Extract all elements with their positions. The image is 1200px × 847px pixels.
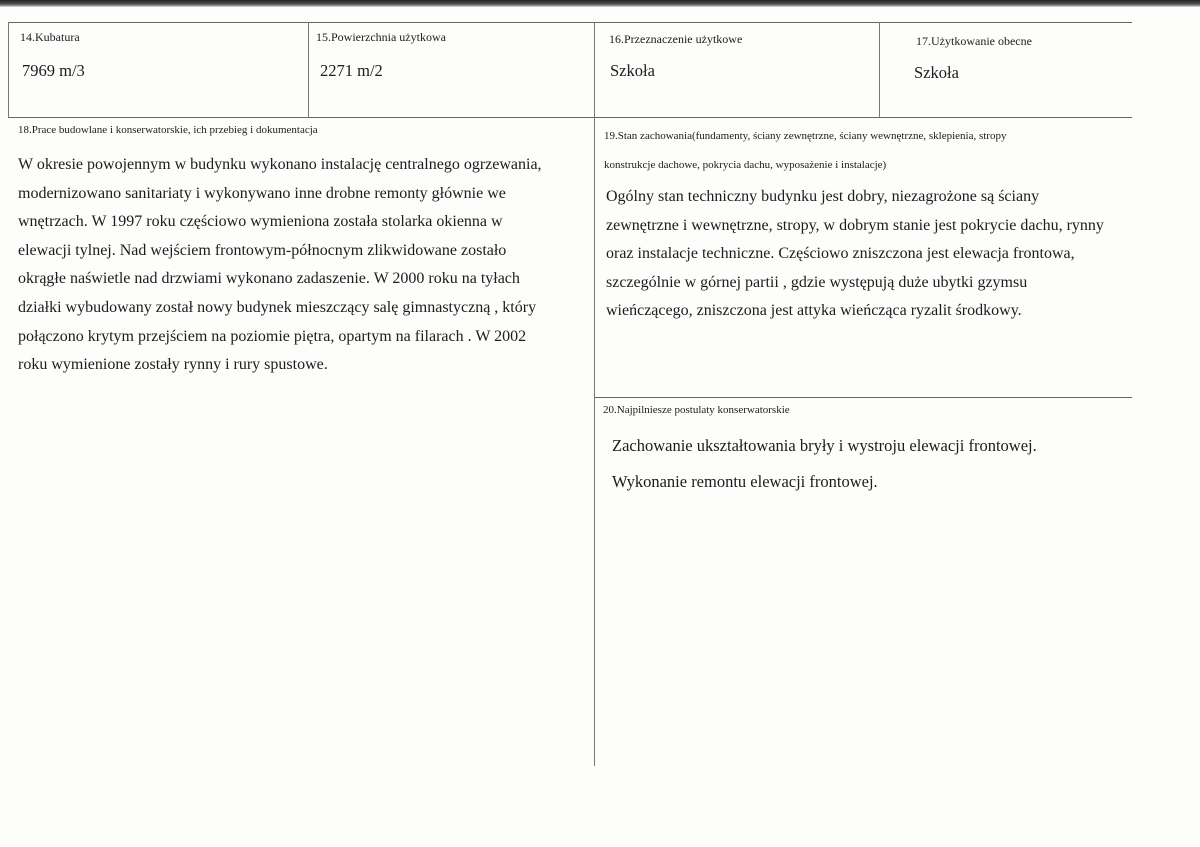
table-top-border <box>8 22 1132 23</box>
text-line: Zachowanie ukształtowania bryły i wystroju elewacji frontowej. <box>612 436 1037 455</box>
column-divider <box>879 22 880 117</box>
text-line: wnętrzach. W 1997 roku częściowo wymieniona została stolarka okienna w <box>18 213 503 231</box>
left-border <box>8 22 9 117</box>
text-line: Ogólny stan techniczny budynku jest dobry, niezagrożone są ściany <box>606 188 1040 205</box>
text-line: okrągłe naświetle nad drzwiami wykonano zadaszenie. W 2000 roku na tyłach <box>18 270 520 288</box>
field-value: 7969 m/3 <box>22 61 85 80</box>
section-text <box>606 183 1104 326</box>
field-label: 17.Użytkowanie obecne <box>916 34 1032 48</box>
field-value: Szkoła <box>610 61 655 80</box>
text-line: zewnętrzne i wewnętrzne, stropy, w dobrym stanie jest pokrycie dachu, rynny <box>606 216 1104 234</box>
section-label: 19.Stan zachowania(fundamenty, ściany zewnętrzne, ściany wewnętrzne, sklepienia, stropy <box>604 130 1007 142</box>
column-divider <box>308 22 309 117</box>
text-line: działki wybudowany został nowy budynek mieszczący salę gimnastyczną , który <box>18 298 537 316</box>
text-line: wieńczącego, zniszczona jest attyka wieńcząca ryzalit środkowy. <box>606 302 1022 320</box>
section-text <box>18 151 542 380</box>
row-divider <box>8 117 1132 118</box>
field-label: 15.Powierzchnia użytkowa <box>316 30 446 44</box>
section-divider <box>594 397 1132 398</box>
scan-edge <box>0 0 1200 7</box>
text-line: elewacji tylnej. Nad wejściem frontowym-północnym zlikwidowane zostało <box>18 241 507 259</box>
field-label: 14.Kubatura <box>20 30 80 44</box>
text-line: W okresie powojennym w budynku wykonano instalację centralnego ogrzewania, <box>18 156 542 173</box>
text-line: połączono krytym przejściem na poziomie piętra, opartym na filarach . W 2002 <box>18 327 527 345</box>
column-divider <box>594 22 595 766</box>
text-line: Wykonanie remontu elewacji frontowej. <box>612 472 878 491</box>
section-label: 18.Prace budowlane i konserwatorskie, ich przebieg i dokumentacja <box>18 124 318 136</box>
text-line: oraz instalacje techniczne. Częściowo zniszczona jest elewacja frontowa, <box>606 245 1075 263</box>
text-line: modernizowano sanitariaty i wykonywano inne drobne remonty głównie we <box>18 184 506 202</box>
field-label: 16.Przeznaczenie użytkowe <box>609 32 743 46</box>
field-value: 2271 m/2 <box>320 61 383 80</box>
field-value: Szkoła <box>914 63 959 82</box>
section-label: konstrukcje dachowe, pokrycia dachu, wyposażenie i instalacje) <box>604 159 887 171</box>
text-line: roku wymienione zostały rynny i rury spustowe. <box>18 356 328 374</box>
text-line: szczególnie w górnej partii , gdzie występują duże ubytki gzymsu <box>606 273 1028 291</box>
section-label: 20.Najpilniesze postulaty konserwatorskie <box>603 404 790 416</box>
